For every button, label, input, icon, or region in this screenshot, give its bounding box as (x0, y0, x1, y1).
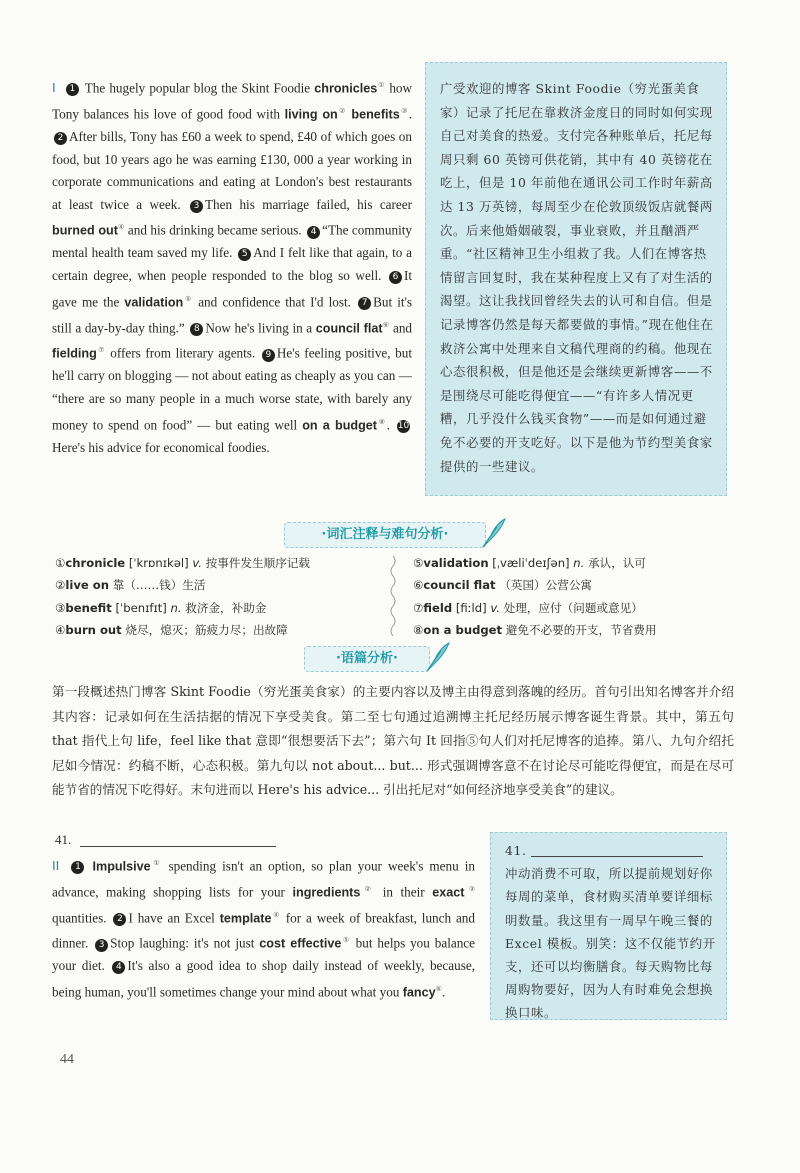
vocab-ref: ⑥ (435, 984, 442, 993)
sentence: I have an Excel (128, 909, 215, 925)
sentence-number-1: 1 (71, 861, 84, 874)
sentence: Then his marriage failed, his career (205, 196, 413, 212)
translation-text: 冲动消费不可取，所以提前规划好你每周的菜单，食材购买清单要详细标明数量。我这里有一周早午晚三餐的 Excel 模板。别笑：这不仅能节约开支，还可以均衡膳食。每天购物比每周购物要好，因为人有时难免会想换换口味。 (505, 866, 716, 1021)
vocab-word: on a budget (302, 418, 377, 433)
sentence-number-1: 1 (66, 83, 79, 96)
vocab-entry: ③benefit [ˈbenɪfɪt] n. 救济金，补助金 (55, 600, 267, 615)
sentence-number-3: 3 (95, 939, 108, 952)
sentence: “The community mental health team saved my life. (52, 222, 413, 261)
vocab-ref: ⑧ (377, 417, 387, 426)
vocab-entry: ②live on 靠（……钱）生活 (55, 578, 206, 593)
vocab-list-right (413, 552, 753, 642)
sentence-number-4: 4 (307, 226, 320, 239)
sentence: but helps you balance your diet. (52, 935, 476, 974)
section-roman-numeral: I (52, 80, 56, 96)
sentence: And I felt like that again, to a certain degree, when people responded to the blog so well. (52, 245, 412, 283)
translation-question-row (505, 839, 716, 862)
analysis-heading-text: ·语篇分析· (336, 651, 398, 666)
sentence-number-5: 5 (238, 248, 251, 261)
vocab-ref: ⑦ (96, 346, 106, 355)
sentence: It gave me the (52, 267, 413, 309)
vocab-ref: ① (377, 81, 386, 89)
vocab-word: exact (432, 885, 465, 900)
vocab-word: living on (284, 107, 338, 122)
sentence: how Tony balances his love of good food with (52, 80, 413, 122)
sentence-number-6: 6 (389, 271, 402, 284)
vocab-word: cost effective (259, 936, 342, 951)
section1-english-text: I 1 The hugely popular blog the Skint Foodie chronicles① how Tony balances his love of good food with living on② benefits③. 2 After bills, Tony has £60 a week to spend, £40 of which goes on food, but 10 years ago he was earning £130, 000 a year working in corporate communications and eating at London's best restaurants at least twice a week. 3 Then his marriage failed, his career burned out④ and his drinking became serious. 4 “The community mental health team saved my life. 5 And I felt like that again, to a certain degree, when people responded to the blog so well. 6 It gave me the validation⑤ and confidence that I'd lost. 7 But it's still a day-by-day thing.” 8 Now he's living in a council flat⑥ and fielding⑦ offers from literary agents. 9 He's feeling positive, but he'll carry on blogging — not about eating as cheaply as you can — “there are so many people in a much worse state, with barely any money to spend on food” — but eating well on a budget⑧. 10Here's his advice for economical foodies. (52, 80, 413, 455)
vocab-entry: ⑤validation [ˌvæliˈdeɪʃən] n. 承认，认可 (413, 556, 646, 570)
wavy-divider (388, 556, 398, 640)
answer-line[interactable] (80, 846, 276, 847)
sentence-number-2: 2 (113, 913, 126, 926)
section1-translation-box (425, 62, 727, 496)
sentence: and (392, 319, 413, 335)
vocab-heading-text: ·词汇注释与难句分析· (321, 527, 449, 542)
vocab-ref: ③ (399, 106, 409, 115)
analysis-text: 第一段概述热门博客 Skint Foodie（穷光蛋美食家）的主要内容以及博主由得意到落魄的经历。首句引出知名博客并介绍其内容：记录如何在生活拮据的情况下享受美食。第二至七句通过追溯博主托尼经历展示博客诞生背景。其中，第五句 that 指代上句 life，feel like that 意即“很想要活下去”；第六句 It 回指⑤句人们对托尼博客的追捧。第八、九句介绍托尼如今情况：约稿不断，心态积极。第九句以 not about... but... 形式强调博客意不在讨论尽可能吃得便宜，而是在尽可能节省的情况下吃得好。末句进而以 Here's his advice... 引出托尼对“如何经济地享受美食”的建议。 (52, 684, 734, 798)
sentence: for a week of breakfast, lunch and dinner. (52, 909, 475, 951)
sentence-number-3: 3 (190, 200, 203, 213)
vocab-ref: ④ (117, 223, 125, 232)
sentence: It's also a good idea to shop daily instead of weekly, because, being human, you'll sometimes change your mind about what you (52, 958, 475, 999)
vocab-word: fielding (52, 346, 97, 361)
vocab-entry: ④burn out 烧尽，熄灭；筋疲力尽；出故障 (55, 623, 288, 638)
sentence: Stop laughing: it's not just (110, 935, 255, 951)
sentence: After bills, Tony has £60 a week to spend, £40 of which goes on food, but 10 years ago he was earning £130, 000 a year working in corporate communications and eating at London's best restaurants at least twice a week. (52, 128, 412, 212)
sentence: quantities. (52, 909, 107, 925)
vocab-word: burned out (52, 223, 118, 238)
vocab-entry: ⑥council flat （英国）公营公寓 (413, 578, 593, 593)
vocab-list-left (55, 552, 375, 642)
quill-icon (479, 517, 507, 549)
question-number: 41. (55, 832, 72, 847)
sentence-number-9: 9 (262, 349, 275, 362)
section2-translation-box (490, 832, 727, 1020)
vocab-ref: ① (150, 859, 163, 867)
quill-icon (423, 641, 451, 673)
vocab-entry: ①chronicle [ˈkrɒnɪkəl] v. 按事件发生顺序记载 (55, 556, 310, 570)
sentence: He's feeling positive, but he'll carry on blogging — not about eating as cheaply as you can — “there are so many people in a much worse state, with barely any money to spend on food” — but eating well (52, 345, 413, 433)
section2-english-text: II 1 Impulsive① spending isn't an option, so plan your week's menu in advance, making shopping lists for your ingredients② in their exact③ quantities. 2 I have an Excel template④ for a week of breakfast, lunch and dinner. 3 Stop laughing: it's not just cost effective⑤ but helps you balance your diet. 4 It's also a good idea to shop daily instead of weekly, because, being human, you'll sometimes change your mind about what you fancy⑥. (52, 858, 476, 999)
vocab-ref: ② (337, 106, 347, 115)
vocab-ref: ⑥ (382, 320, 390, 329)
sentence: Here's his advice for economical foodies. (52, 439, 270, 455)
vocab-word: validation (124, 294, 184, 309)
vocab-ref: ② (360, 884, 376, 893)
sentence: The hugely popular blog the Skint Foodie (84, 80, 311, 96)
sentence: and his drinking became serious. (127, 222, 302, 238)
sentence: But it's still a day-by-day thing.” (52, 293, 413, 335)
sentence: spending isn't an option, so plan your week's menu in advance, making shopping lists for your (52, 858, 475, 900)
vocab-word: benefits (351, 107, 400, 122)
vocab-word: chronicles (314, 81, 378, 96)
sentence: Now he's living in a (205, 319, 313, 335)
answer-line[interactable] (531, 856, 703, 857)
page-number: 44 (60, 1052, 74, 1067)
vocab-entry: ⑧on a budget 避免不必要的开支，节省费用 (413, 623, 657, 638)
sentence-number-7: 7 (358, 297, 371, 310)
sentence-number-10: 10 (397, 421, 410, 432)
translation-text: 广受欢迎的博客 Skint Foodie（穷光蛋美食家）记录了托尼在靠救济金度日的同时如何实现自己对美食的热爱。支付完各种账单后，托尼每周只剩 60 英镑可供花销，其中有 40 英镑花在吃上，但是 10 年前他在通讯公司工作时年薪高达 13 万英镑，每周至少在伦敦顶级饭店就餐两次。后来他婚姻破裂，事业衰败，并且酗酒严重。“社区精神卫生小组救了我。人们在博客热情留言回复时，我在某种程度上又有了对生活的渴望。这让我找回曾经失去的认可和自信。但是记录博客仍然是每天都要做的事情。”现在他住在救济公寓中处理来自文稿代理商的约稿。他现在心态很积极，但是他还是会继续更新博客——不是围绕尽可能吃得便宜——“有许多人情况更糟，几乎没什么钱买食物”——而是如何通过避免不必要的开支吃好。以下是他为节约型美食家提供的一些建议。 (440, 81, 714, 474)
sentence: and confidence that I'd lost. (198, 293, 351, 309)
sentence-number-4: 4 (112, 961, 125, 974)
sentence: offers from literary agents. (110, 345, 256, 361)
vocab-ref: ③ (464, 884, 475, 893)
analysis-heading (304, 646, 430, 672)
analysis-paragraph (52, 680, 734, 803)
vocab-word: template (219, 910, 272, 925)
vocab-word: council flat (315, 320, 383, 335)
section-roman-numeral: II (52, 858, 60, 874)
vocab-word: Impulsive (92, 859, 151, 874)
vocab-word: ingredients (292, 885, 361, 900)
vocab-heading (284, 522, 486, 548)
vocab-ref: ⑤ (341, 936, 351, 945)
vocab-ref: ④ (271, 910, 281, 919)
sentence-number-2: 2 (54, 132, 67, 145)
question-number: 41. (505, 843, 527, 858)
vocab-ref: ⑤ (183, 294, 194, 303)
sentence: in their (382, 884, 425, 900)
sentence-number-8: 8 (190, 323, 203, 336)
vocab-entry: ⑦field [fiːld] v. 处理，应付（问题或意见） (413, 600, 643, 615)
vocab-word: fancy (402, 984, 436, 999)
